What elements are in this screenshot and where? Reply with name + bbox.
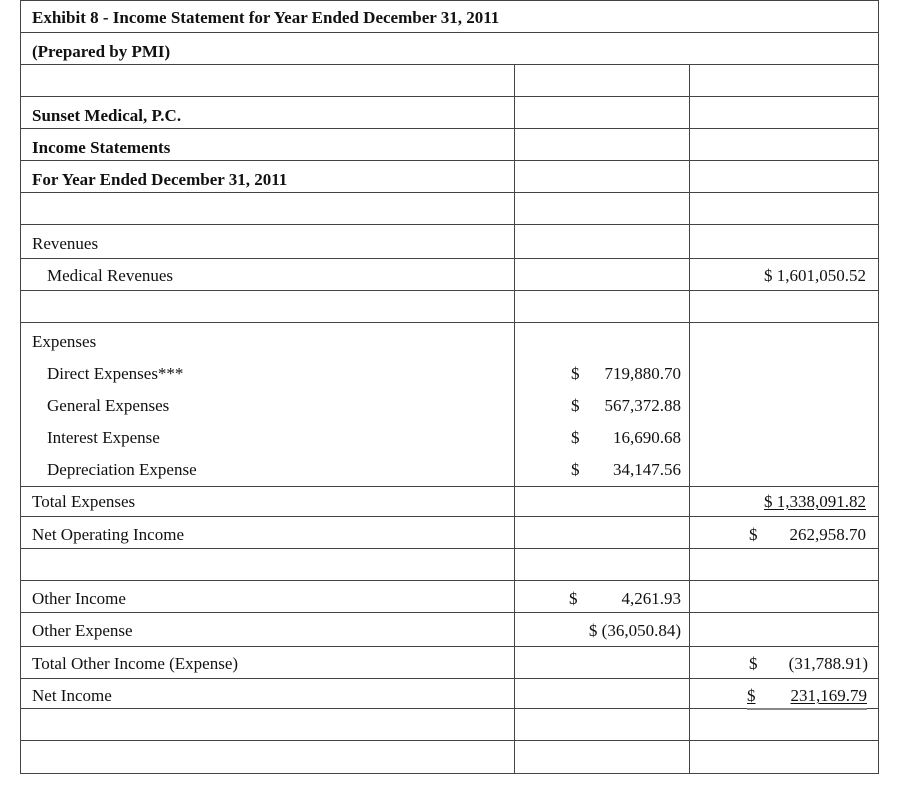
total-expenses-label: Total Expenses [32, 492, 136, 511]
column-divider [514, 64, 515, 773]
total-other-label: Total Other Income (Expense) [32, 654, 239, 673]
row-rule [21, 580, 878, 581]
row-rule [21, 64, 878, 65]
net-income-dollar: $ [747, 686, 756, 705]
expense-amount: 567,372.88 [604, 396, 681, 415]
row-rule [21, 290, 878, 291]
expenses-heading: Expenses [32, 332, 97, 351]
row-rule [21, 740, 878, 741]
other-income-dollar: $ [569, 589, 578, 608]
row-rule [21, 678, 878, 679]
row-rule [21, 0, 878, 1]
row-rule [21, 160, 878, 161]
expense-label: General Expenses [47, 396, 170, 415]
net-operating-dollar: $ [749, 525, 758, 544]
net-operating-income-amount: 262,958.70 [789, 525, 866, 544]
row-rule [21, 548, 878, 549]
column-divider [689, 64, 690, 773]
revenues-heading: Revenues [32, 234, 99, 253]
statement-period: For Year Ended December 31, 2011 [32, 170, 288, 189]
statement-title: Income Statements [32, 138, 171, 157]
other-income-label: Other Income [32, 589, 126, 608]
row-rule [21, 516, 878, 517]
total-expenses-amount: $ 1,338,091.82 [764, 492, 866, 511]
prepared-by: (Prepared by PMI) [32, 42, 171, 61]
expense-label: Interest Expense [47, 428, 160, 447]
expense-amount: 34,147.56 [613, 460, 681, 479]
row-rule [21, 224, 878, 225]
expense-label: Depreciation Expense [47, 460, 197, 479]
expense-dollar: $ [571, 428, 580, 447]
expense-dollar: $ [571, 396, 580, 415]
row-rule [21, 258, 878, 259]
other-income-amount: 4,261.93 [621, 589, 681, 608]
row-rule [21, 32, 878, 33]
income-statement-table [20, 0, 879, 774]
company-name: Sunset Medical, P.C. [32, 106, 182, 125]
row-rule [21, 128, 878, 129]
expense-dollar: $ [571, 460, 580, 479]
expense-amount: 16,690.68 [613, 428, 681, 447]
total-other-dollar: $ [749, 654, 758, 673]
row-rule [21, 612, 878, 613]
other-expense-label: Other Expense [32, 621, 133, 640]
row-rule [21, 96, 878, 97]
row-rule [21, 486, 878, 487]
net-operating-income-label: Net Operating Income [32, 525, 184, 544]
row-rule [21, 322, 878, 323]
expense-amount: 719,880.70 [604, 364, 681, 383]
medical-revenues-amount: $ 1,601,050.52 [764, 266, 866, 285]
row-rule [21, 646, 878, 647]
net-income-label: Net Income [32, 686, 112, 705]
expense-label: Direct Expenses*** [47, 364, 184, 383]
total-other-amount: (31,788.91) [788, 654, 868, 673]
net-income-amount: 231,169.79 [790, 686, 867, 705]
medical-revenues-label: Medical Revenues [47, 266, 174, 285]
net-income-underline [747, 686, 867, 710]
row-rule [21, 192, 878, 193]
exhibit-title: Exhibit 8 - Income Statement for Year Ended December 31, 2011 [32, 8, 500, 27]
other-expense-amount: $ (36,050.84) [588, 621, 681, 640]
expense-dollar: $ [571, 364, 580, 383]
